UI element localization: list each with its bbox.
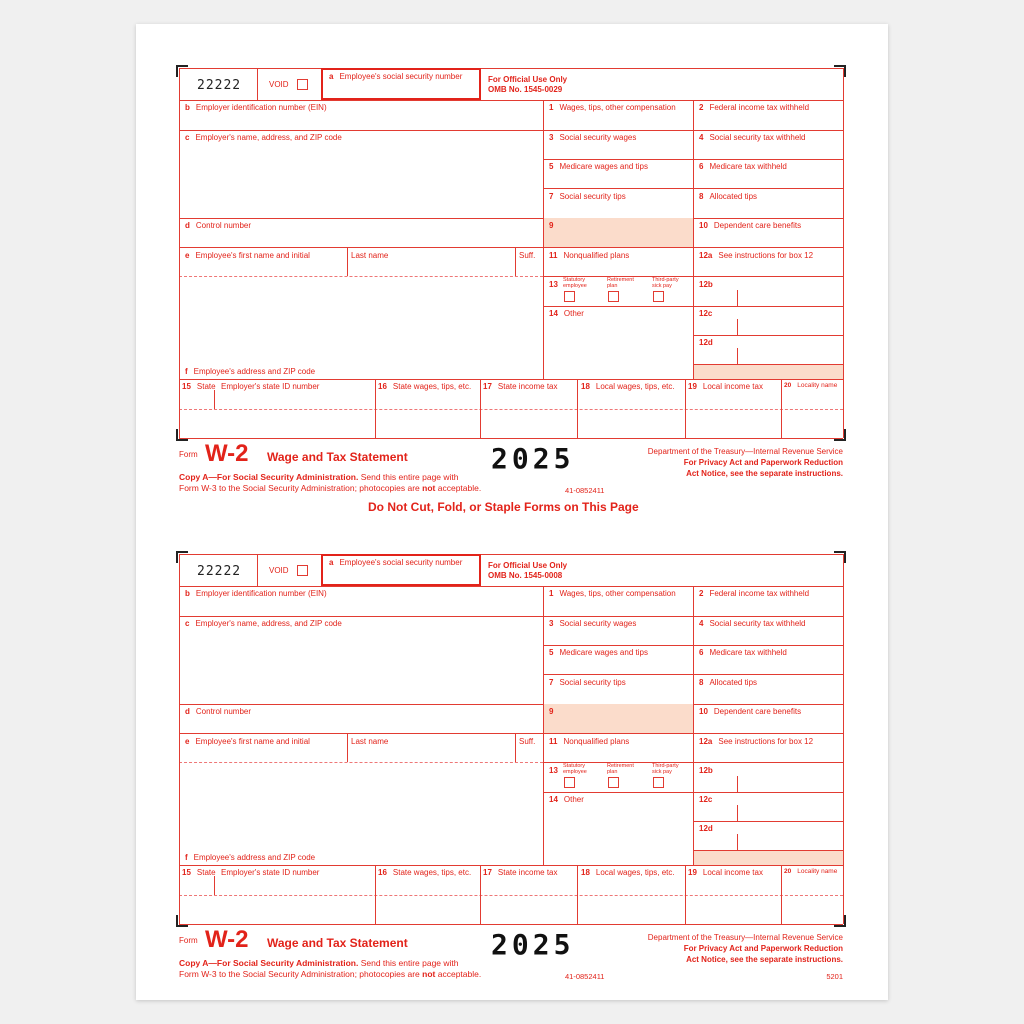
- official-use: For Official Use Only OMB No. 1545-0029: [488, 75, 568, 94]
- box10-label: 10 Dependent care benefits: [699, 707, 802, 716]
- retirement-label: Retirement plan: [607, 763, 634, 775]
- void-checkbox[interactable]: [297, 565, 308, 576]
- box6-label: 6 Medicare tax withheld: [699, 648, 787, 657]
- box14-label: 14 Other: [549, 795, 584, 804]
- tax-year: 2025: [491, 442, 575, 475]
- box12b-label: 12b: [699, 280, 713, 289]
- first-name-label: e Employee's first name and initial: [185, 251, 310, 260]
- box17-label: 17 State income tax: [483, 868, 558, 877]
- thirdparty-checkbox[interactable]: [653, 777, 664, 788]
- last-name-label: Last name: [351, 251, 389, 260]
- form-word: Form: [179, 450, 198, 459]
- box12d-label: 12d: [699, 338, 713, 347]
- box5-label: 5 Medicare wages and tips: [549, 162, 648, 171]
- ssn-label: a Employee's social security number: [329, 72, 463, 81]
- state-id-label: Employer's state ID number: [221, 868, 320, 877]
- void-label: VOID: [269, 80, 289, 89]
- box13-label: 13: [549, 766, 558, 775]
- box15-label: 15 State: [182, 868, 216, 877]
- box8-label: 8 Allocated tips: [699, 192, 758, 201]
- employer-label: c Employer's name, address, and ZIP code: [185, 133, 342, 142]
- box4-label: 4 Social security tax withheld: [699, 619, 806, 628]
- form-number: 5201: [826, 972, 843, 981]
- box20-label: 20 Locality name: [784, 382, 838, 389]
- box12a-label: 12a See instructions for box 12: [699, 737, 814, 746]
- control-label: d Control number: [185, 221, 252, 230]
- box4-label: 4 Social security tax withheld: [699, 133, 806, 142]
- box17-label: 17 State income tax: [483, 382, 558, 391]
- statutory-checkbox[interactable]: [564, 291, 575, 302]
- w2-form-top: [179, 68, 843, 495]
- box10-label: 10 Dependent care benefits: [699, 221, 802, 230]
- void-checkbox[interactable]: [297, 79, 308, 90]
- box2-label: 2 Federal income tax withheld: [699, 103, 810, 112]
- ein-label: b Employer identification number (EIN): [185, 103, 327, 112]
- form-code: 22222: [197, 564, 242, 579]
- form-word: Form: [179, 936, 198, 945]
- box18-label: 18 Local wages, tips, etc.: [581, 382, 675, 391]
- ein-label: b Employer identification number (EIN): [185, 589, 327, 598]
- address-label: f Employee's address and ZIP code: [185, 853, 316, 862]
- form-code: 22222: [197, 78, 242, 93]
- warning-text: Do Not Cut, Fold, or Staple Forms on This Page: [368, 500, 639, 514]
- box12a-label: 12a See instructions for box 12: [699, 251, 814, 260]
- thirdparty-label: Third-party sick pay: [652, 277, 679, 289]
- box12d-label: 12d: [699, 824, 713, 833]
- statutory-label: Statutory employee: [563, 763, 587, 775]
- w2-form-bottom: [179, 554, 843, 981]
- copy-instructions: Copy A—For Social Security Administration. Send this entire page with Form W-3 to the Social Security Administration; photocopies are not acceptable.: [179, 472, 482, 493]
- employer-label: c Employer's name, address, and ZIP code: [185, 619, 342, 628]
- retirement-label: Retirement plan: [607, 277, 634, 289]
- box13-label: 13: [549, 280, 558, 289]
- box15-label: 15 State: [182, 382, 216, 391]
- box12c-label: 12c: [699, 309, 713, 318]
- state-id-label: Employer's state ID number: [221, 382, 320, 391]
- department-info: Department of the Treasury—Internal Revenue Service For Privacy Act and Paperwork Reduction Act Notice, see the separate instructions.: [647, 933, 843, 964]
- suffix-label: Suff.: [519, 251, 536, 260]
- box7-label: 7 Social security tips: [549, 192, 626, 201]
- ssn-label: a Employee's social security number: [329, 558, 463, 567]
- form-w2-title: W-2: [205, 440, 249, 467]
- box16-label: 16 State wages, tips, etc.: [378, 868, 472, 877]
- statutory-label: Statutory employee: [563, 277, 587, 289]
- box6-label: 6 Medicare tax withheld: [699, 162, 787, 171]
- box11-label: 11 Nonqualified plans: [549, 251, 630, 260]
- form-w2-title: W-2: [205, 926, 249, 953]
- box5-label: 5 Medicare wages and tips: [549, 648, 648, 657]
- box3-label: 3 Social security wages: [549, 619, 637, 628]
- address-label: f Employee's address and ZIP code: [185, 367, 316, 376]
- box20-label: 20 Locality name: [784, 868, 838, 875]
- form-title: Wage and Tax Statement: [267, 450, 408, 464]
- first-name-label: e Employee's first name and initial: [185, 737, 310, 746]
- control-label: d Control number: [185, 707, 252, 716]
- box11-label: 11 Nonqualified plans: [549, 737, 630, 746]
- thirdparty-checkbox[interactable]: [653, 291, 664, 302]
- box14-label: 14 Other: [549, 309, 584, 318]
- box19-label: 19 Local income tax: [688, 868, 763, 877]
- box8-label: 8 Allocated tips: [699, 678, 758, 687]
- box16-label: 16 State wages, tips, etc.: [378, 382, 472, 391]
- copy-instructions: Copy A—For Social Security Administration. Send this entire page with Form W-3 to the Social Security Administration; photocopies are not acceptable.: [179, 958, 482, 979]
- catalog-number: 41-0852411: [565, 972, 605, 981]
- catalog-number: 41-0852411: [565, 486, 605, 495]
- box1-label: 1 Wages, tips, other compensation: [549, 589, 676, 598]
- box19-label: 19 Local income tax: [688, 382, 763, 391]
- box1-label: 1 Wages, tips, other compensation: [549, 103, 676, 112]
- box3-label: 3 Social security wages: [549, 133, 637, 142]
- statutory-checkbox[interactable]: [564, 777, 575, 788]
- retirement-checkbox[interactable]: [608, 777, 619, 788]
- department-info: Department of the Treasury—Internal Revenue Service For Privacy Act and Paperwork Reduction Act Notice, see the separate instructions.: [647, 447, 843, 478]
- thirdparty-label: Third-party sick pay: [652, 763, 679, 775]
- tax-year: 2025: [491, 928, 575, 961]
- box9-label: 9: [549, 221, 554, 230]
- box9-label: 9: [549, 707, 554, 716]
- box12b-label: 12b: [699, 766, 713, 775]
- retirement-checkbox[interactable]: [608, 291, 619, 302]
- suffix-label: Suff.: [519, 737, 536, 746]
- last-name-label: Last name: [351, 737, 389, 746]
- official-use: For Official Use Only OMB No. 1545-0008: [488, 561, 568, 580]
- box7-label: 7 Social security tips: [549, 678, 626, 687]
- form-title: Wage and Tax Statement: [267, 936, 408, 950]
- void-label: VOID: [269, 566, 289, 575]
- box2-label: 2 Federal income tax withheld: [699, 589, 810, 598]
- box18-label: 18 Local wages, tips, etc.: [581, 868, 675, 877]
- box12c-label: 12c: [699, 795, 713, 804]
